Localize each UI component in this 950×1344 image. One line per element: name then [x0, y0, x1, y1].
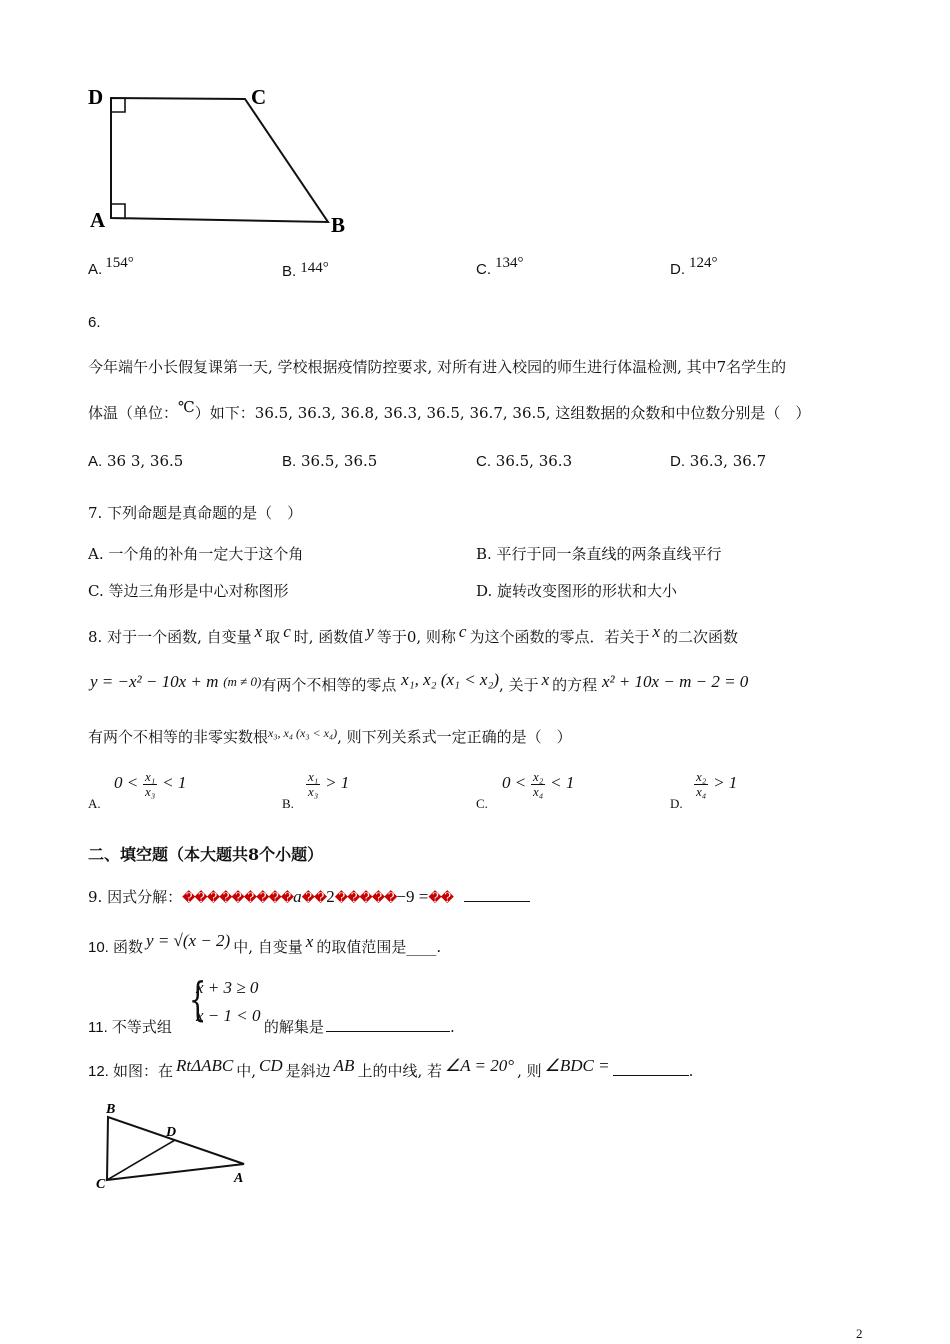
q6-option-c[interactable]: C. 36.5, 36.3	[476, 452, 573, 470]
q10: 10. 函数 y = √(x − 2) 中, 自变量 x 的取值范围是____.	[88, 931, 442, 956]
label-c: C	[96, 1177, 106, 1192]
section-heading: 二、填空题（本大题共8个小题）	[88, 845, 324, 864]
fraction: $\frac{\text{x₁}}{\text{x₃}}$	[308, 769, 319, 799]
q11-brace: {	[188, 972, 207, 1026]
answer-blank[interactable]	[613, 1061, 689, 1076]
label-c: C	[251, 85, 267, 109]
q8-option-c[interactable]: 0 < $\frac{\text{x₂}}{\text{x₄}}$ < 1 C.	[476, 769, 575, 812]
q11-ineq2: x − 1 < 0	[196, 1006, 261, 1025]
q8-option-d[interactable]: $\frac{\text{x₂}}{\text{x₄}}$ > 1 D.	[670, 769, 738, 812]
answer-blank[interactable]	[464, 887, 530, 902]
q7-stem: 7. 下列命题是真命题的是（ ）	[88, 504, 303, 522]
q7-option-a[interactable]: A. 一个角的补角一定大于这个角	[88, 545, 304, 563]
fraction: $\frac{\text{x₂}}{\text{x₄}}$	[696, 769, 707, 799]
right-angle-mark-d	[111, 98, 125, 112]
q11-ineq1: x + 3 ≥ 0	[196, 978, 259, 997]
trapezoid-shape	[111, 98, 328, 222]
q5-option-c[interactable]: C. 134°	[476, 255, 524, 278]
q8-option-a[interactable]: 0 < $\frac{\text{x₁}}{\text{x₃}}$ < 1 A.	[88, 769, 187, 812]
right-angle-mark-a	[111, 204, 125, 218]
q7-option-b[interactable]: B. 平行于同一条直线的两条直线平行	[476, 545, 722, 563]
label-a: A	[90, 208, 106, 232]
label-d: D	[88, 85, 104, 109]
q8-line2: y = −x² − 10x + m (m ≠ 0)有两个不相等的零点 x₁, x₂ (x₁ < x₂), 关于 x 的方程 x² + 10x − m − 2 = 0	[90, 670, 749, 694]
q5-option-b[interactable]: B. 144°	[282, 260, 329, 280]
label-d: D	[166, 1125, 177, 1140]
q6-number: 6.	[88, 314, 101, 331]
label-b: B	[106, 1102, 116, 1117]
q9: 9. 因式分解：���������a��2�����−9 =��	[88, 886, 530, 907]
q7-option-d[interactable]: D. 旋转改变图形的形状和大小	[476, 582, 678, 600]
q6-stem-line2: 体温（单位：℃）如下：36.5, 36.3, 36.8, 36.3, 36.5, 36.7, 36.5, 这组数据的众数和中位数分别是（ ）	[88, 398, 811, 422]
q11: 11. 不等式组 的解集是 .	[88, 1018, 455, 1036]
q8-line3: 有两个不相等的非零实数根$^{x_3, x_4 (x_3 < x_4)}$, 则下列关系式一定正确的是（ ）	[88, 726, 572, 746]
q6-stem-line1: 今年端午小长假复课第一天, 学校根据疫情防控要求, 对所有进入校园的师生进行体温检测, 其中7名学生的	[88, 358, 787, 376]
q8-option-b[interactable]: $\frac{\text{x₁}}{\text{x₃}}$ > 1 B.	[282, 769, 350, 812]
label-b: B	[331, 213, 346, 237]
label-a: A	[234, 1171, 244, 1186]
q6-option-a[interactable]: A. 36 3, 36.5	[88, 452, 184, 470]
triangle-figure	[92, 1094, 262, 1194]
page-number: 2	[856, 1326, 863, 1341]
q6-option-b[interactable]: B. 36.5, 36.5	[282, 452, 378, 470]
fraction: $\frac{\text{x₁}}{\text{x₃}}$	[145, 769, 156, 799]
q5-option-a[interactable]: A. 154°	[88, 255, 134, 278]
trapezoid-figure	[85, 80, 365, 240]
q7-option-c[interactable]: C. 等边三角形是中心对称图形	[88, 582, 289, 600]
answer-blank[interactable]	[326, 1017, 450, 1032]
q8-line1: 8. 对于一个函数, 自变量 x 取 c 时, 函数值 y 等于0, 则称 c 为这个函数的零点．若关于 x 的二次函数	[88, 622, 739, 646]
fraction: $\frac{\text{x₂}}{\text{x₄}}$	[533, 769, 544, 799]
q6-option-d[interactable]: D. 36.3, 36.7	[670, 452, 767, 470]
q12: 12. 如图：在 RtΔABC 中, CD 是斜边 AB 上的中线, 若 ∠A = 20° , 则 ∠BDC = .	[88, 1056, 694, 1080]
q5-option-d[interactable]: D. 124°	[670, 255, 718, 278]
